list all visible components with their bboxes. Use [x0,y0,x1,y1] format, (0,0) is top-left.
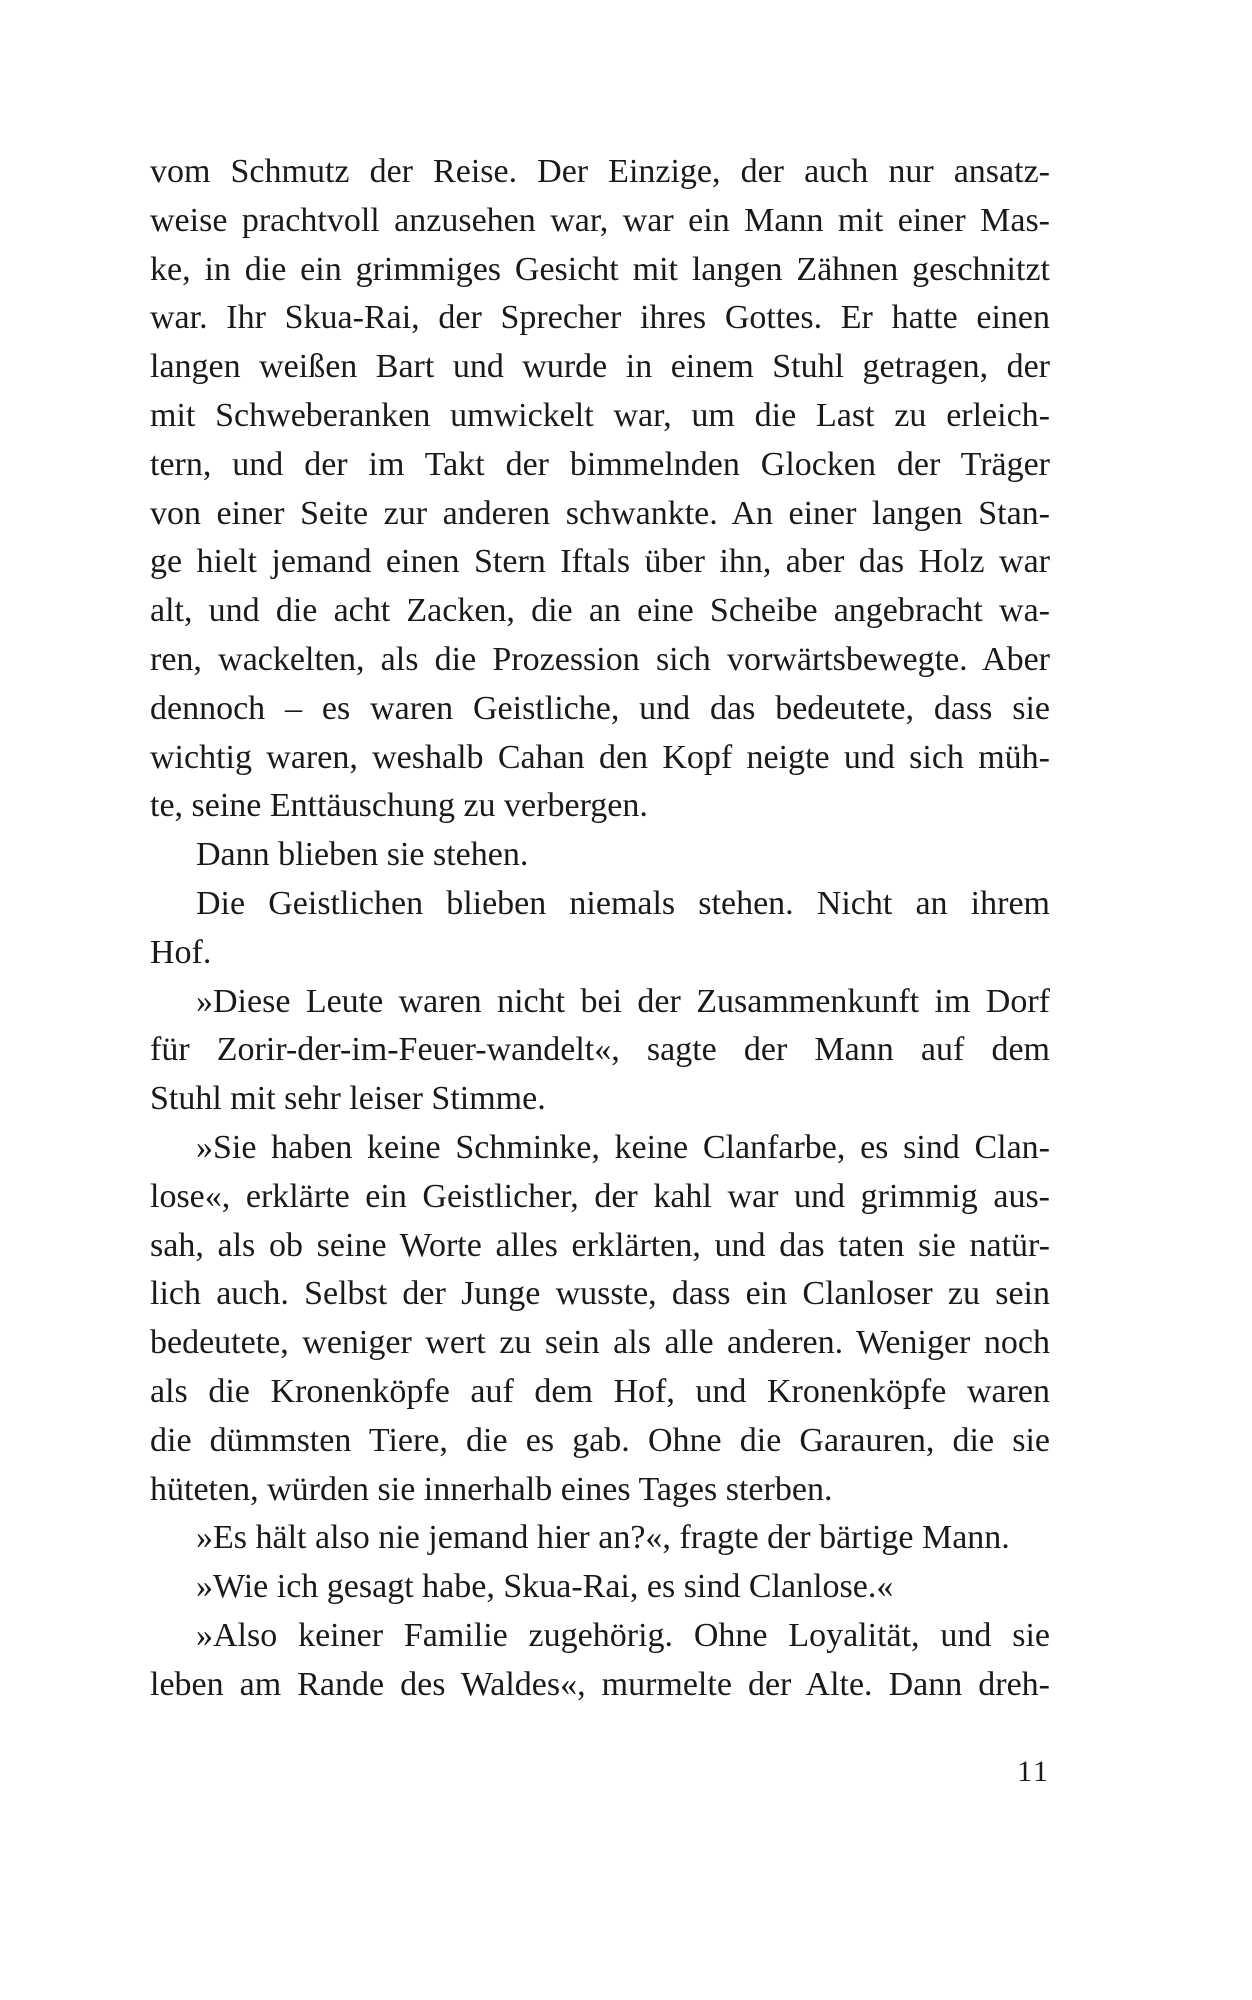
text-line: Hof. [150,933,212,971]
text-line: »Es hält also nie jemand hier an?«, fragte der bärtige Mann. [196,1519,1010,1557]
text-line: ren, wackelten, als die Prozession sich vorwärtsbewegte. Aber [150,640,1050,678]
text-line: langen weißen Bart und wurde in einem Stuhl getragen, der [150,348,1050,386]
text-line: von einer Seite zur anderen schwankte. An einer langen Stan- [150,494,1050,532]
book-page-text [150,148,1050,1710]
text-line: Die Geistlichen blieben niemals stehen. Nicht an ihrem [196,884,1050,922]
text-line: weise prachtvoll anzusehen war, war ein Mann mit einer Mas- [150,201,1050,239]
text-line: dennoch – es waren Geistliche, und das bedeutete, dass sie [150,689,1050,727]
text-line: vom Schmutz der Reise. Der Einzige, der auch nur ansatz- [150,153,1050,190]
text-line: wichtig waren, weshalb Cahan den Kopf neigte und sich müh- [150,738,1050,776]
text-line: sah, als ob seine Worte alles erklärten, und das taten sie natür- [150,1226,1050,1264]
text-line: hüteten, würden sie innerhalb eines Tages sterben. [150,1470,833,1508]
text-line: tern, und der im Takt der bimmelnden Glocken der Träger [150,445,1050,483]
text-line: als die Kronenköpfe auf dem Hof, und Kronenköpfe waren [150,1372,1050,1410]
text-line: lose«, erklärte ein Geistlicher, der kahl war und grimmig aus- [150,1177,1050,1215]
text-line: alt, und die acht Zacken, die an eine Scheibe angebracht wa- [150,592,1050,630]
text-line: »Wie ich gesagt habe, Skua-Rai, es sind Clanlose.« [196,1568,894,1606]
text-line: Dann blieben sie stehen. [196,836,529,874]
text-line: bedeutete, weniger wert zu sein als alle anderen. Weniger noch [150,1324,1050,1362]
text-line: für Zorir-der-im-Feuer-wandelt«, sagte der Mann auf dem [150,1031,1050,1069]
text-line: leben am Rande des Waldes«, murmelte der Alte. Dann dreh- [150,1665,1050,1703]
text-line: te, seine Enttäuschung zu verbergen. [150,787,648,825]
text-line: ge hielt jemand einen Stern Iftals über ihn, aber das Holz war [150,543,1050,581]
text-line: »Diese Leute waren nicht bei der Zusammenkunft im Dorf [196,982,1050,1020]
page-number: 11 [1017,1755,1050,1788]
text-line: war. Ihr Skua-Rai, der Sprecher ihres Gottes. Er hatte einen [150,299,1050,337]
text-line: mit Schweberanken umwickelt war, um die Last zu erleich- [150,396,1050,434]
text-line: ke, in die ein grimmiges Gesicht mit langen Zähnen geschnitzt [150,250,1050,288]
text-line: lich auch. Selbst der Junge wusste, dass ein Clanloser zu sein [150,1275,1050,1313]
text-line: die dümmsten Tiere, die es gab. Ohne die Garauren, die sie [150,1421,1050,1459]
text-line: »Also keiner Familie zugehörig. Ohne Loyalität, und sie [196,1616,1050,1654]
text-line: »Sie haben keine Schminke, keine Clanfarbe, es sind Clan- [196,1128,1050,1166]
text-line: Stuhl mit sehr leiser Stimme. [150,1080,546,1118]
